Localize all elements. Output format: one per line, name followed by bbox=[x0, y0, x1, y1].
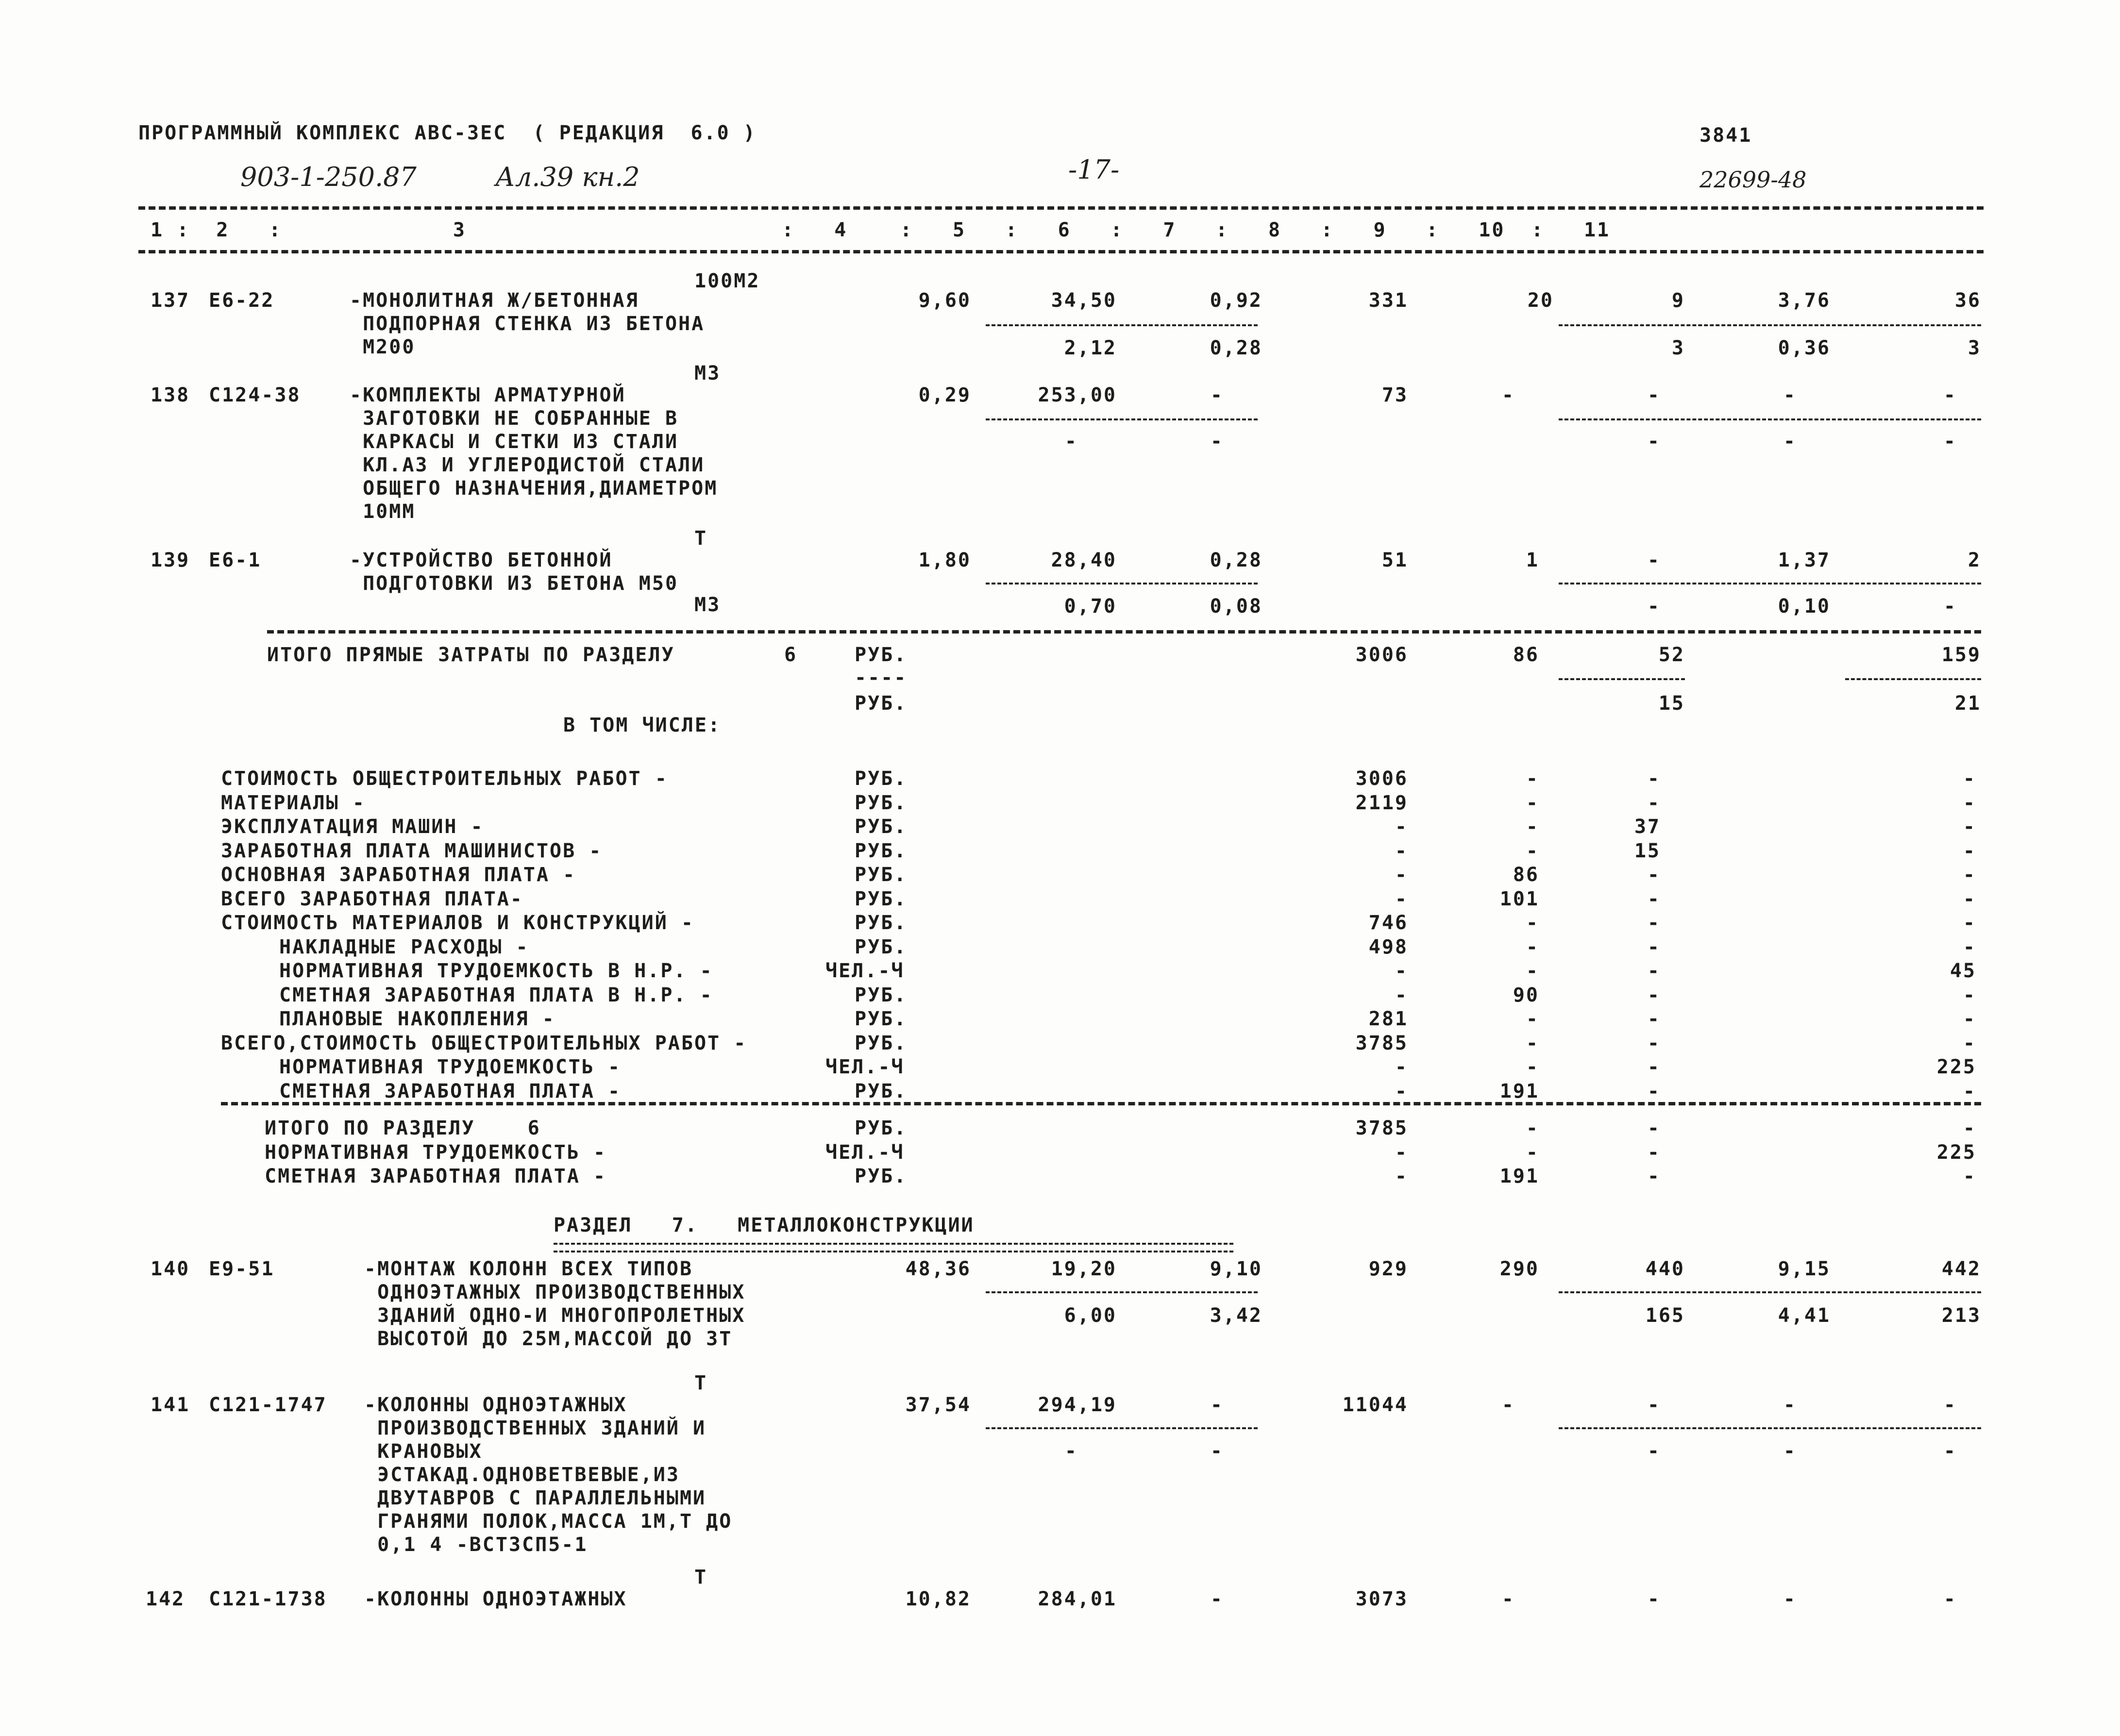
cell-c4: 0,29 bbox=[918, 384, 971, 406]
section-total-unit: РУБ. bbox=[855, 644, 908, 666]
section-7-underline bbox=[554, 1243, 1233, 1252]
cell-c10-sub: 0,36 bbox=[1778, 337, 1831, 359]
breakdown-c8: - bbox=[1526, 1008, 1539, 1030]
breakdown-unit: РУБ. bbox=[855, 936, 908, 958]
cell-c6: - bbox=[1210, 384, 1224, 406]
cell-divider bbox=[1559, 678, 1685, 680]
breakdown-c8: - bbox=[1526, 840, 1539, 862]
summary-c8: - bbox=[1526, 1117, 1539, 1139]
cell-c8: 290 bbox=[1499, 1258, 1539, 1280]
breakdown-c7: - bbox=[1395, 888, 1408, 910]
breakdown-c7: - bbox=[1395, 816, 1408, 838]
section-total-c8: 86 bbox=[1513, 644, 1539, 666]
cell-divider bbox=[986, 1291, 1258, 1293]
breakdown-c8: - bbox=[1526, 816, 1539, 838]
breakdown-c9: - bbox=[1647, 888, 1661, 910]
breakdown-c8: - bbox=[1526, 960, 1539, 982]
cell-divider bbox=[1559, 324, 1981, 326]
section-total-label: ИТОГО ПРЯМЫЕ ЗАТРАТЫ ПО РАЗДЕЛУ bbox=[267, 644, 675, 666]
breakdown-unit: РУБ. bbox=[855, 1080, 908, 1102]
cell-c8: 1 bbox=[1526, 549, 1539, 571]
breakdown-c9: - bbox=[1647, 1080, 1661, 1102]
cell-c10-sub: 4,41 bbox=[1778, 1304, 1831, 1327]
breakdown-label: ВСЕГО ЗАРАБОТНАЯ ПЛАТА- bbox=[221, 888, 523, 910]
row-code: Е6-22 bbox=[209, 289, 275, 312]
breakdown-label: НОРМАТИВНАЯ ТРУДОЕМКОСТЬ В Н.Р. - bbox=[279, 960, 713, 982]
cell-c10: - bbox=[1783, 384, 1797, 406]
summary-c7: - bbox=[1395, 1165, 1408, 1187]
cell-divider bbox=[1559, 1427, 1981, 1429]
breakdown-c9: - bbox=[1647, 864, 1661, 886]
breakdown-c9: - bbox=[1647, 1032, 1661, 1054]
row-number: 138 bbox=[151, 384, 190, 406]
unit-label: М3 bbox=[694, 362, 721, 384]
cell-c5: 19,20 bbox=[1051, 1258, 1117, 1280]
document-number: 3841 bbox=[1699, 124, 1752, 147]
unit-label: Т bbox=[694, 527, 708, 550]
summary-c8: - bbox=[1526, 1141, 1539, 1164]
sheet-code: 22699-48 bbox=[1699, 167, 1807, 193]
cell-c7: 51 bbox=[1381, 549, 1408, 571]
summary-rule bbox=[221, 1102, 1981, 1105]
row-description: -КОЛОННЫ ОДНОЭТАЖНЫХ bbox=[364, 1588, 627, 1610]
section-total-rule bbox=[267, 630, 1981, 634]
breakdown-c9: - bbox=[1647, 792, 1661, 814]
cell-c11: - bbox=[1943, 384, 1957, 406]
cell-c6-sub: 0,08 bbox=[1210, 595, 1262, 618]
cell-c5: 284,01 bbox=[1038, 1588, 1117, 1610]
row-code: Е6-1 bbox=[209, 549, 262, 571]
cell-c9-sub: 165 bbox=[1645, 1304, 1685, 1327]
breakdown-c11: 45 bbox=[1950, 960, 1976, 982]
row-number: 140 bbox=[151, 1258, 190, 1280]
breakdown-c8: 86 bbox=[1513, 864, 1539, 886]
cell-c8: - bbox=[1501, 1394, 1515, 1416]
section-7-title: РАЗДЕЛ 7. МЕТАЛЛОКОНСТРУКЦИИ bbox=[554, 1214, 975, 1236]
row-number: 142 bbox=[146, 1588, 185, 1610]
breakdown-c8: - bbox=[1526, 936, 1539, 958]
summary-unit: РУБ. bbox=[855, 1165, 908, 1187]
cell-c9: - bbox=[1647, 549, 1661, 571]
summary-c7: 3785 bbox=[1355, 1117, 1408, 1139]
cell-c11-sub: - bbox=[1943, 430, 1957, 452]
cell-c6-sub: - bbox=[1210, 430, 1224, 452]
unit-label: 100М2 bbox=[694, 270, 760, 292]
summary-c8: 191 bbox=[1499, 1165, 1539, 1187]
unit-label: Т bbox=[694, 1372, 708, 1394]
breakdown-c8: 101 bbox=[1499, 888, 1539, 910]
cell-divider bbox=[986, 418, 1258, 420]
cell-c6: 9,10 bbox=[1210, 1258, 1262, 1280]
breakdown-c9: - bbox=[1647, 912, 1661, 934]
breakdown-c7: - bbox=[1395, 984, 1408, 1006]
cell-c9-sub: - bbox=[1647, 595, 1661, 618]
cell-c4: 48,36 bbox=[905, 1258, 971, 1280]
breakdown-c9: - bbox=[1647, 1056, 1661, 1078]
summary-c11: - bbox=[1963, 1117, 1976, 1139]
breakdown-c11: - bbox=[1963, 912, 1976, 934]
cell-c8: 20 bbox=[1527, 289, 1554, 312]
section-total-unit-sub: РУБ. bbox=[855, 692, 908, 715]
breakdown-label: ОСНОВНАЯ ЗАРАБОТНАЯ ПЛАТА - bbox=[221, 864, 576, 886]
section-total-c9-sub: 15 bbox=[1658, 692, 1685, 715]
breakdown-c8: - bbox=[1526, 792, 1539, 814]
summary-c9: - bbox=[1647, 1165, 1661, 1187]
cell-c9: - bbox=[1647, 1588, 1661, 1610]
cell-c6-sub: 0,28 bbox=[1210, 337, 1262, 359]
breakdown-c9: - bbox=[1647, 768, 1661, 790]
breakdown-c9: - bbox=[1647, 960, 1661, 982]
cell-divider bbox=[1559, 1291, 1981, 1293]
breakdown-c11: - bbox=[1963, 864, 1976, 886]
breakdown-c11: - bbox=[1963, 936, 1976, 958]
cell-c6: 0,28 bbox=[1210, 549, 1262, 571]
cell-c11: - bbox=[1943, 1588, 1957, 1610]
breakdown-c7: 281 bbox=[1368, 1008, 1408, 1030]
cell-c11-sub: 3 bbox=[1968, 337, 1981, 359]
cell-c5-sub: 2,12 bbox=[1064, 337, 1117, 359]
row-description: -МОНТАЖ КОЛОНН ВСЕХ ТИПОВ ОДНОЭТАЖНЫХ ПРОИЗВОДСТВЕННЫХ ЗДАНИЙ ОДНО-И МНОГОПРОЛЕТНЫХ ВЫСОТОЙ ДО 25М,МАССОЙ ДО 3Т bbox=[364, 1258, 746, 1350]
cell-divider bbox=[1559, 583, 1981, 584]
row-description: -КОЛОННЫ ОДНОЭТАЖНЫХ ПРОИЗВОДСТВЕННЫХ ЗДАНИЙ И КРАНОВЫХ ЭСТАКАД.ОДНОВЕТВЕВЫЕ,ИЗ ДВУТАВРОВ С ПАРАЛЛЕЛЬНЫМИ ГРАНЯМИ ПОЛОК,МАССА 1М,Т ДО 0,1 4 -ВСТ3СП5-1 bbox=[364, 1394, 733, 1556]
breakdown-unit: РУБ. bbox=[855, 1032, 908, 1054]
breakdown-c11: - bbox=[1963, 792, 1976, 814]
breakdown-c11: - bbox=[1963, 1008, 1976, 1030]
cell-c9: - bbox=[1647, 1394, 1661, 1416]
cell-c11-sub: - bbox=[1943, 595, 1957, 618]
cell-c4: 10,82 bbox=[905, 1588, 971, 1610]
breakdown-c9: 37 bbox=[1634, 816, 1661, 838]
breakdown-c7: 3006 bbox=[1355, 768, 1408, 790]
breakdown-unit: РУБ. bbox=[855, 912, 908, 934]
breakdown-c11: - bbox=[1963, 840, 1976, 862]
breakdown-c7: 3785 bbox=[1355, 1032, 1408, 1054]
breakdown-unit: ЧЕЛ.-Ч bbox=[825, 1056, 905, 1078]
summary-label: ИТОГО ПО РАЗДЕЛУ 6 bbox=[265, 1117, 541, 1139]
summary-unit: РУБ. bbox=[855, 1117, 908, 1139]
unit-label: Т bbox=[694, 1566, 708, 1588]
breakdown-c9: - bbox=[1647, 984, 1661, 1006]
cell-c9-sub: 3 bbox=[1671, 337, 1685, 359]
breakdown-c8: - bbox=[1526, 912, 1539, 934]
cell-c7: 3073 bbox=[1355, 1588, 1408, 1610]
breakdown-c7: - bbox=[1395, 1080, 1408, 1102]
cell-c10-sub: 0,10 bbox=[1778, 595, 1831, 618]
row-code: С124-38 bbox=[209, 384, 301, 406]
cell-divider bbox=[986, 583, 1258, 584]
breakdown-c7: - bbox=[1395, 840, 1408, 862]
cell-c5: 34,50 bbox=[1051, 289, 1117, 312]
cell-c6: - bbox=[1210, 1394, 1224, 1416]
breakdown-c7: 746 bbox=[1368, 912, 1408, 934]
project-code: 903-1-250.87 bbox=[240, 162, 417, 192]
cell-c6-sub: 3,42 bbox=[1210, 1304, 1262, 1327]
cell-c11: 442 bbox=[1941, 1258, 1981, 1280]
row-code: С121-1738 bbox=[209, 1588, 327, 1610]
cell-c8: - bbox=[1501, 384, 1515, 406]
summary-label: НОРМАТИВНАЯ ТРУДОЕМКОСТЬ - bbox=[265, 1141, 607, 1164]
cell-c5-sub: 6,00 bbox=[1064, 1304, 1117, 1327]
program-title: ПРОГРАММНЫЙ КОМПЛЕКС АВС-ЗЕС ( РЕДАКЦИЯ 6.0 ) bbox=[138, 122, 757, 144]
summary-c11: 225 bbox=[1936, 1141, 1976, 1164]
cell-c5: 294,19 bbox=[1038, 1394, 1117, 1416]
breakdown-unit: РУБ. bbox=[855, 768, 908, 790]
cell-c5-sub: - bbox=[1064, 1440, 1078, 1462]
unit-dash: ---- bbox=[855, 667, 908, 689]
cell-divider bbox=[1845, 678, 1981, 680]
cell-c6-sub: - bbox=[1210, 1440, 1224, 1462]
cell-c10-sub: - bbox=[1783, 1440, 1797, 1462]
row-code: Е9-51 bbox=[209, 1258, 275, 1280]
header-rule-top bbox=[138, 206, 1984, 210]
cell-c10: 3,76 bbox=[1778, 289, 1831, 312]
unit-label: М3 bbox=[694, 594, 721, 616]
breakdown-unit: РУБ. bbox=[855, 792, 908, 814]
cell-c11: 2 bbox=[1968, 549, 1981, 571]
cell-divider bbox=[986, 324, 1258, 326]
cell-c9-sub: - bbox=[1647, 1440, 1661, 1462]
cell-c6: - bbox=[1210, 1588, 1224, 1610]
breakdown-unit: РУБ. bbox=[855, 888, 908, 910]
cell-c11: 36 bbox=[1954, 289, 1981, 312]
album-reference: Ал.39 кн.2 bbox=[495, 162, 640, 192]
breakdown-c8: - bbox=[1526, 768, 1539, 790]
cell-c5-sub: 0,70 bbox=[1064, 595, 1117, 618]
cell-c4: 1,80 bbox=[918, 549, 971, 571]
cell-c7: 73 bbox=[1381, 384, 1408, 406]
breakdown-c8: - bbox=[1526, 1056, 1539, 1078]
cell-c11: - bbox=[1943, 1394, 1957, 1416]
breakdown-c9: - bbox=[1647, 1008, 1661, 1030]
breakdown-label: ЗАРАБОТНАЯ ПЛАТА МАШИНИСТОВ - bbox=[221, 840, 603, 862]
breakdown-unit: РУБ. bbox=[855, 864, 908, 886]
cell-c6: 0,92 bbox=[1210, 289, 1262, 312]
breakdown-label: НОРМАТИВНАЯ ТРУДОЕМКОСТЬ - bbox=[279, 1056, 622, 1078]
breakdown-label: СМЕТНАЯ ЗАРАБОТНАЯ ПЛАТА - bbox=[279, 1080, 622, 1102]
breakdown-c11: - bbox=[1963, 816, 1976, 838]
breakdown-unit: ЧЕЛ.-Ч bbox=[825, 960, 905, 982]
page-number: -17- bbox=[1068, 154, 1120, 185]
breakdown-c11: - bbox=[1963, 1032, 1976, 1054]
breakdown-unit: РУБ. bbox=[855, 840, 908, 862]
cell-c11-sub: 213 bbox=[1941, 1304, 1981, 1327]
cell-c10: 9,15 bbox=[1778, 1258, 1831, 1280]
cell-c9: 440 bbox=[1645, 1258, 1685, 1280]
breakdown-c11: - bbox=[1963, 768, 1976, 790]
cell-c5-sub: - bbox=[1064, 430, 1078, 452]
summary-c9: - bbox=[1647, 1117, 1661, 1139]
cell-c4: 37,54 bbox=[905, 1394, 971, 1416]
section-total-c7: 3006 bbox=[1355, 644, 1408, 666]
cell-c7: 331 bbox=[1368, 289, 1408, 312]
breakdown-label: СМЕТНАЯ ЗАРАБОТНАЯ ПЛАТА В Н.Р. - bbox=[279, 984, 713, 1006]
breakdown-label: ПЛАНОВЫЕ НАКОПЛЕНИЯ - bbox=[279, 1008, 555, 1030]
cell-c10-sub: - bbox=[1783, 430, 1797, 452]
row-number: 137 bbox=[151, 289, 190, 312]
breakdown-c11: - bbox=[1963, 888, 1976, 910]
row-number: 141 bbox=[151, 1394, 190, 1416]
breakdown-c11: - bbox=[1963, 984, 1976, 1006]
cell-c9-sub: - bbox=[1647, 430, 1661, 452]
cell-c7: 929 bbox=[1368, 1258, 1408, 1280]
cell-c10: 1,37 bbox=[1778, 549, 1831, 571]
cell-c11-sub: - bbox=[1943, 1440, 1957, 1462]
breakdown-c8: 90 bbox=[1513, 984, 1539, 1006]
section-total-number: 6 bbox=[784, 644, 798, 666]
breakdown-c8: 191 bbox=[1499, 1080, 1539, 1102]
breakdown-label: СТОИМОСТЬ МАТЕРИАЛОВ И КОНСТРУКЦИЙ - bbox=[221, 912, 694, 934]
breakdown-c8: - bbox=[1526, 1032, 1539, 1054]
summary-c7: - bbox=[1395, 1141, 1408, 1164]
summary-c9: - bbox=[1647, 1141, 1661, 1164]
cell-c5: 28,40 bbox=[1051, 549, 1117, 571]
column-numbers: 1 : 2 : 3 : 4 : 5 : 6 : 7 : 8 : 9 : 10 : 11 bbox=[151, 219, 1611, 241]
breakdown-unit: РУБ. bbox=[855, 816, 908, 838]
section-total-c11: 159 bbox=[1941, 644, 1981, 666]
cell-divider bbox=[986, 1427, 1258, 1429]
breakdown-c9: - bbox=[1647, 936, 1661, 958]
summary-unit: ЧЕЛ.-Ч bbox=[825, 1141, 905, 1164]
breakdown-unit: РУБ. bbox=[855, 1008, 908, 1030]
breakdown-label: ЭКСПЛУАТАЦИЯ МАШИН - bbox=[221, 816, 484, 838]
breakdown-label: СТОИМОСТЬ ОБЩЕСТРОИТЕЛЬНЫХ РАБОТ - bbox=[221, 768, 668, 790]
breakdown-label: НАКЛАДНЫЕ РАСХОДЫ - bbox=[279, 936, 529, 958]
breakdown-c7: - bbox=[1395, 1056, 1408, 1078]
breakdown-c11: - bbox=[1963, 1080, 1976, 1102]
row-code: С121-1747 bbox=[209, 1394, 327, 1416]
cell-divider bbox=[1559, 418, 1981, 420]
section-total-c11-sub: 21 bbox=[1954, 692, 1981, 715]
row-description: -МОНОЛИТНАЯ Ж/БЕТОННАЯ ПОДПОРНАЯ СТЕНКА ИЗ БЕТОНА М200 bbox=[350, 289, 705, 358]
breakdown-label: ВСЕГО,СТОИМОСТЬ ОБЩЕСТРОИТЕЛЬНЫХ РАБОТ - bbox=[221, 1032, 747, 1054]
breakdown-c9: 15 bbox=[1634, 840, 1661, 862]
breakdown-unit: РУБ. bbox=[855, 984, 908, 1006]
header-rule-bottom bbox=[138, 250, 1984, 253]
summary-label: СМЕТНАЯ ЗАРАБОТНАЯ ПЛАТА - bbox=[265, 1165, 607, 1187]
cell-c10: - bbox=[1783, 1394, 1797, 1416]
cell-c7: 11044 bbox=[1342, 1394, 1408, 1416]
breakdown-c7: - bbox=[1395, 864, 1408, 886]
section-total-c9: 52 bbox=[1658, 644, 1685, 666]
cell-c5: 253,00 bbox=[1038, 384, 1117, 406]
including-label: В ТОМ ЧИСЛЕ: bbox=[563, 714, 721, 736]
breakdown-c7: 498 bbox=[1368, 936, 1408, 958]
row-number: 139 bbox=[151, 549, 190, 571]
cell-c9: - bbox=[1647, 384, 1661, 406]
cell-c8: - bbox=[1501, 1588, 1515, 1610]
cell-c4: 9,60 bbox=[918, 289, 971, 312]
breakdown-c7: - bbox=[1395, 960, 1408, 982]
breakdown-label: МАТЕРИАЛЫ - bbox=[221, 792, 366, 814]
breakdown-c11: 225 bbox=[1936, 1056, 1976, 1078]
cell-c10: - bbox=[1783, 1588, 1797, 1610]
breakdown-c7: 2119 bbox=[1355, 792, 1408, 814]
row-description: -КОМПЛЕКТЫ АРМАТУРНОЙ ЗАГОТОВКИ НЕ СОБРАННЫЕ В КАРКАСЫ И СЕТКИ ИЗ СТАЛИ КЛ.А3 И УГЛЕРОДИСТОЙ СТАЛИ ОБЩЕГО НАЗНАЧЕНИЯ,ДИАМЕТРОМ 10ММ bbox=[350, 384, 718, 523]
summary-c11: - bbox=[1963, 1165, 1976, 1187]
cell-c9: 9 bbox=[1671, 289, 1685, 312]
row-description: -УСТРОЙСТВО БЕТОННОЙ ПОДГОТОВКИ ИЗ БЕТОНА М50 bbox=[350, 549, 679, 595]
